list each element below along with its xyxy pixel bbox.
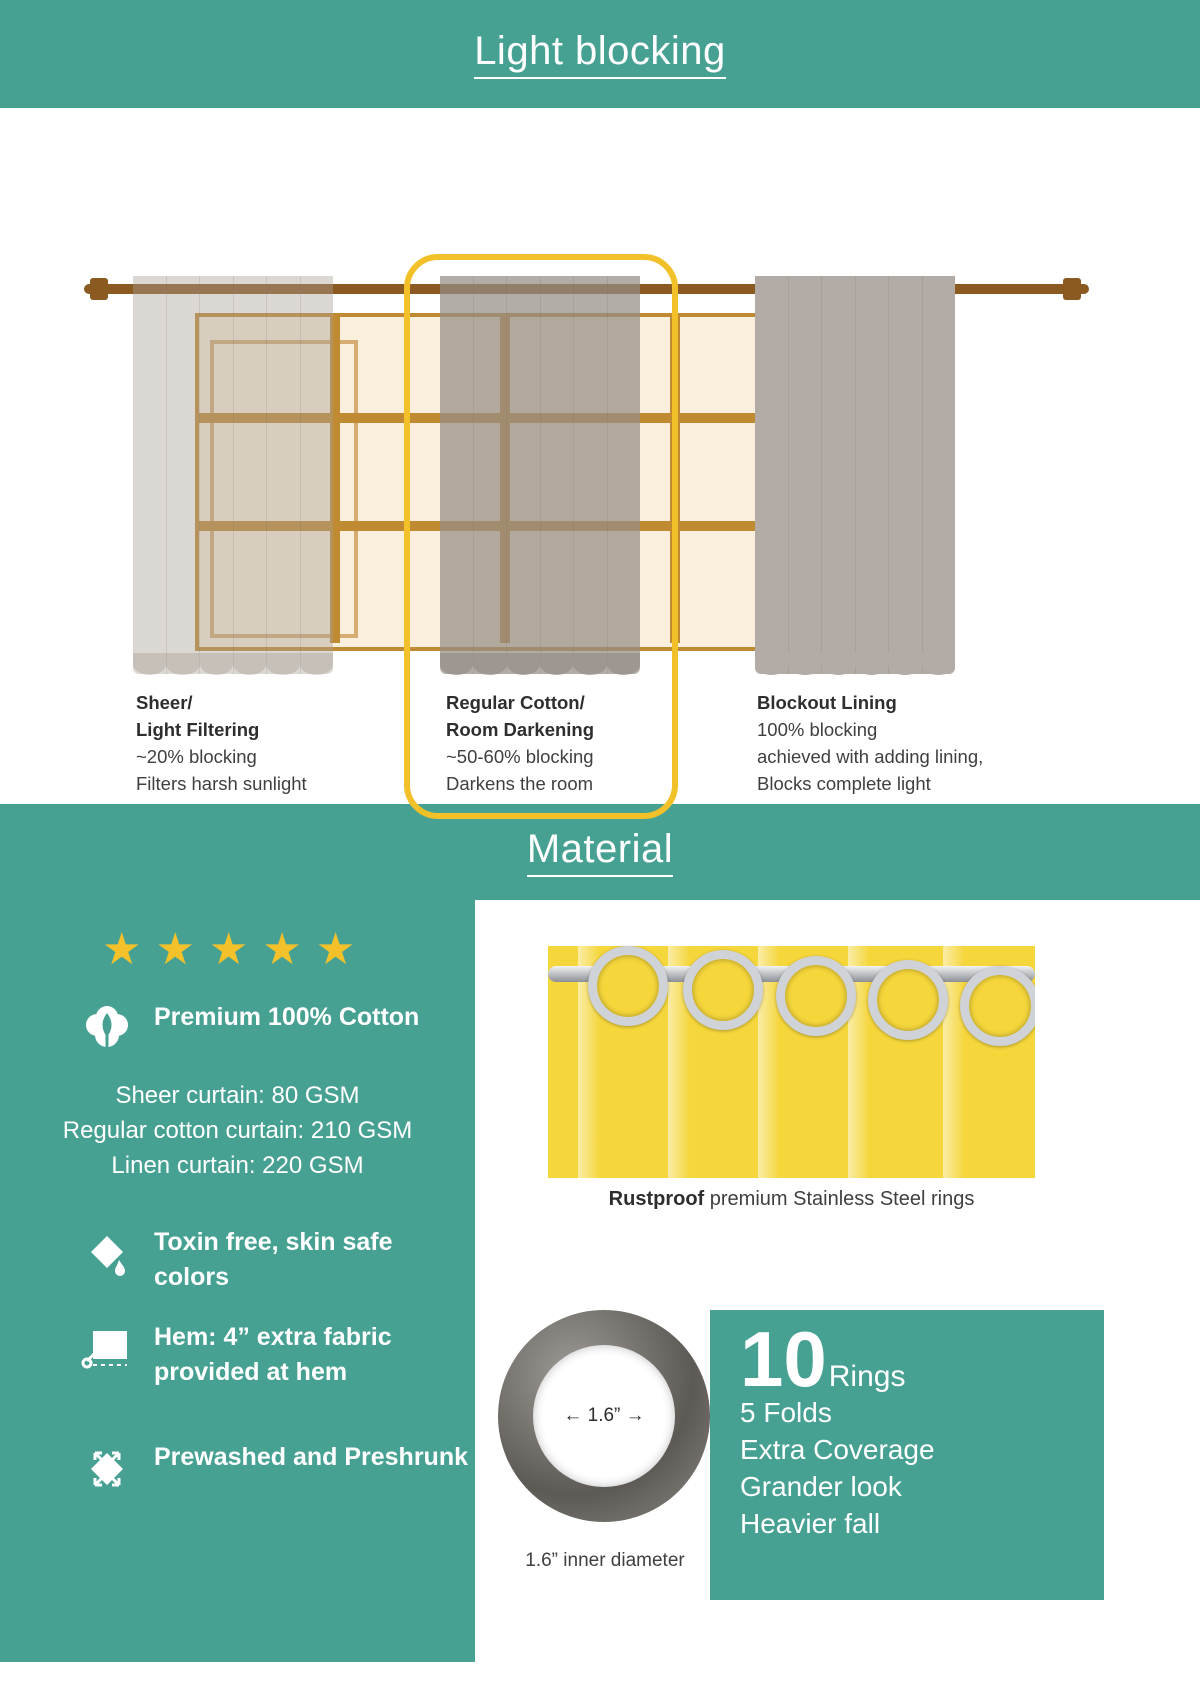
star-rating: [102, 925, 356, 974]
caption-regular-head2: Room Darkening: [446, 719, 595, 740]
gsm-line-linen: Linen curtain: 220 GSM: [111, 1152, 364, 1179]
section-title-material: Material: [527, 827, 673, 877]
hem-fabric-icon: [78, 1320, 136, 1378]
rings-benefit-line: Extra Coverage: [740, 1434, 935, 1465]
curtain-panel-sheer: [133, 276, 333, 674]
rings-count: 10: [740, 1315, 827, 1403]
grommet-inner-hole: [533, 1345, 675, 1487]
caption-regular-head1: Regular Cotton/: [446, 692, 585, 713]
curtain-panel-blockout: [755, 276, 955, 674]
material-content: [0, 900, 1200, 1700]
curtain-rod-finial-right: [1063, 278, 1081, 300]
caption-blockout-head1: Blockout Lining: [757, 692, 897, 713]
grommet-dimension-label: ← 1.6” →: [563, 1405, 645, 1426]
star-icon: ★: [262, 925, 302, 974]
grommet-ring: [776, 956, 856, 1036]
curtain-hem-scallops: [133, 653, 333, 675]
feature-hem: [78, 1320, 478, 1390]
grommet-diagram: [490, 1310, 720, 1550]
rings-photo-caption: [548, 1188, 1035, 1211]
features-panel: [0, 900, 475, 1662]
rings-benefit-line: 5 Folds: [740, 1397, 832, 1428]
grommet-ring: [683, 950, 763, 1030]
rings-caption-bold: Rustproof: [608, 1188, 705, 1210]
cotton-boll-icon: [78, 1000, 136, 1058]
gsm-line-sheer: Sheer curtain: 80 GSM: [115, 1082, 360, 1109]
feature-prewashed: [78, 1440, 468, 1498]
grommet-caption: 1.6” inner diameter: [525, 1550, 685, 1571]
caption-sheer-line1: ~20% blocking: [136, 746, 257, 767]
star-icon: ★: [208, 925, 249, 974]
star-icon: ★: [155, 925, 195, 974]
caption-regular-line1: ~50-60% blocking: [446, 746, 594, 767]
curtain-hem-scallops: [755, 653, 955, 675]
grommet-outer-ring: [498, 1310, 710, 1522]
rings-summary-box: [710, 1310, 1104, 1600]
caption-blockout-line1: 100% blocking: [757, 719, 878, 740]
grommet-ring: [960, 966, 1035, 1046]
rings-benefit-line: Grander look: [740, 1471, 902, 1502]
caption-blockout-line3: Blocks complete light: [757, 773, 931, 794]
caption-blockout-line2: achieved with adding lining,: [757, 746, 984, 767]
section-title-light-blocking: Light blocking: [474, 29, 726, 79]
rings-photo: [548, 908, 1035, 1178]
feature-premium-cotton-label: Premium 100% Cotton: [154, 1003, 420, 1031]
caption-sheer-head1: Sheer/: [136, 692, 193, 713]
star-icon: ★: [315, 925, 356, 974]
rings-caption-rest: premium Stainless Steel rings: [704, 1188, 975, 1210]
grommet-ring: [868, 960, 948, 1040]
star-icon: ★: [102, 925, 142, 974]
feature-toxin-free: [78, 1225, 468, 1295]
feature-prewashed-label: Prewashed and Preshrunk: [154, 1443, 469, 1471]
caption-sheer-line2: Filters harsh sunlight: [136, 773, 307, 794]
caption-regular-cotton: [446, 689, 706, 797]
grommet-ring: [588, 946, 668, 1026]
caption-sheer: [136, 689, 396, 797]
paint-drop-icon: [78, 1225, 136, 1283]
shrink-arrows-icon: [78, 1440, 136, 1498]
curtain-rod-finial-left: [90, 278, 108, 300]
rings-count-row: [740, 1315, 1104, 1403]
caption-regular-line2: Darkens the room: [446, 773, 594, 794]
caption-blockout: [757, 689, 1057, 797]
curtain-folds: [755, 276, 955, 674]
light-blocking-illustration: [0, 108, 1200, 804]
section-banner-light-blocking: [0, 0, 1200, 108]
feature-premium-cotton: [78, 1000, 468, 1058]
gsm-line-regular: Regular cotton curtain: 210 GSM: [62, 1117, 413, 1144]
gsm-list: [20, 1078, 455, 1183]
curtain-folds: [133, 276, 333, 674]
rings-benefit-line: Heavier fall: [740, 1508, 881, 1539]
rings-count-label: Rings: [828, 1360, 906, 1393]
feature-hem-label: Hem: 4” extra fabric provided at hem: [154, 1323, 392, 1386]
feature-toxin-free-label: Toxin free, skin safe colors: [154, 1228, 393, 1291]
caption-sheer-head2: Light Filtering: [136, 719, 260, 740]
